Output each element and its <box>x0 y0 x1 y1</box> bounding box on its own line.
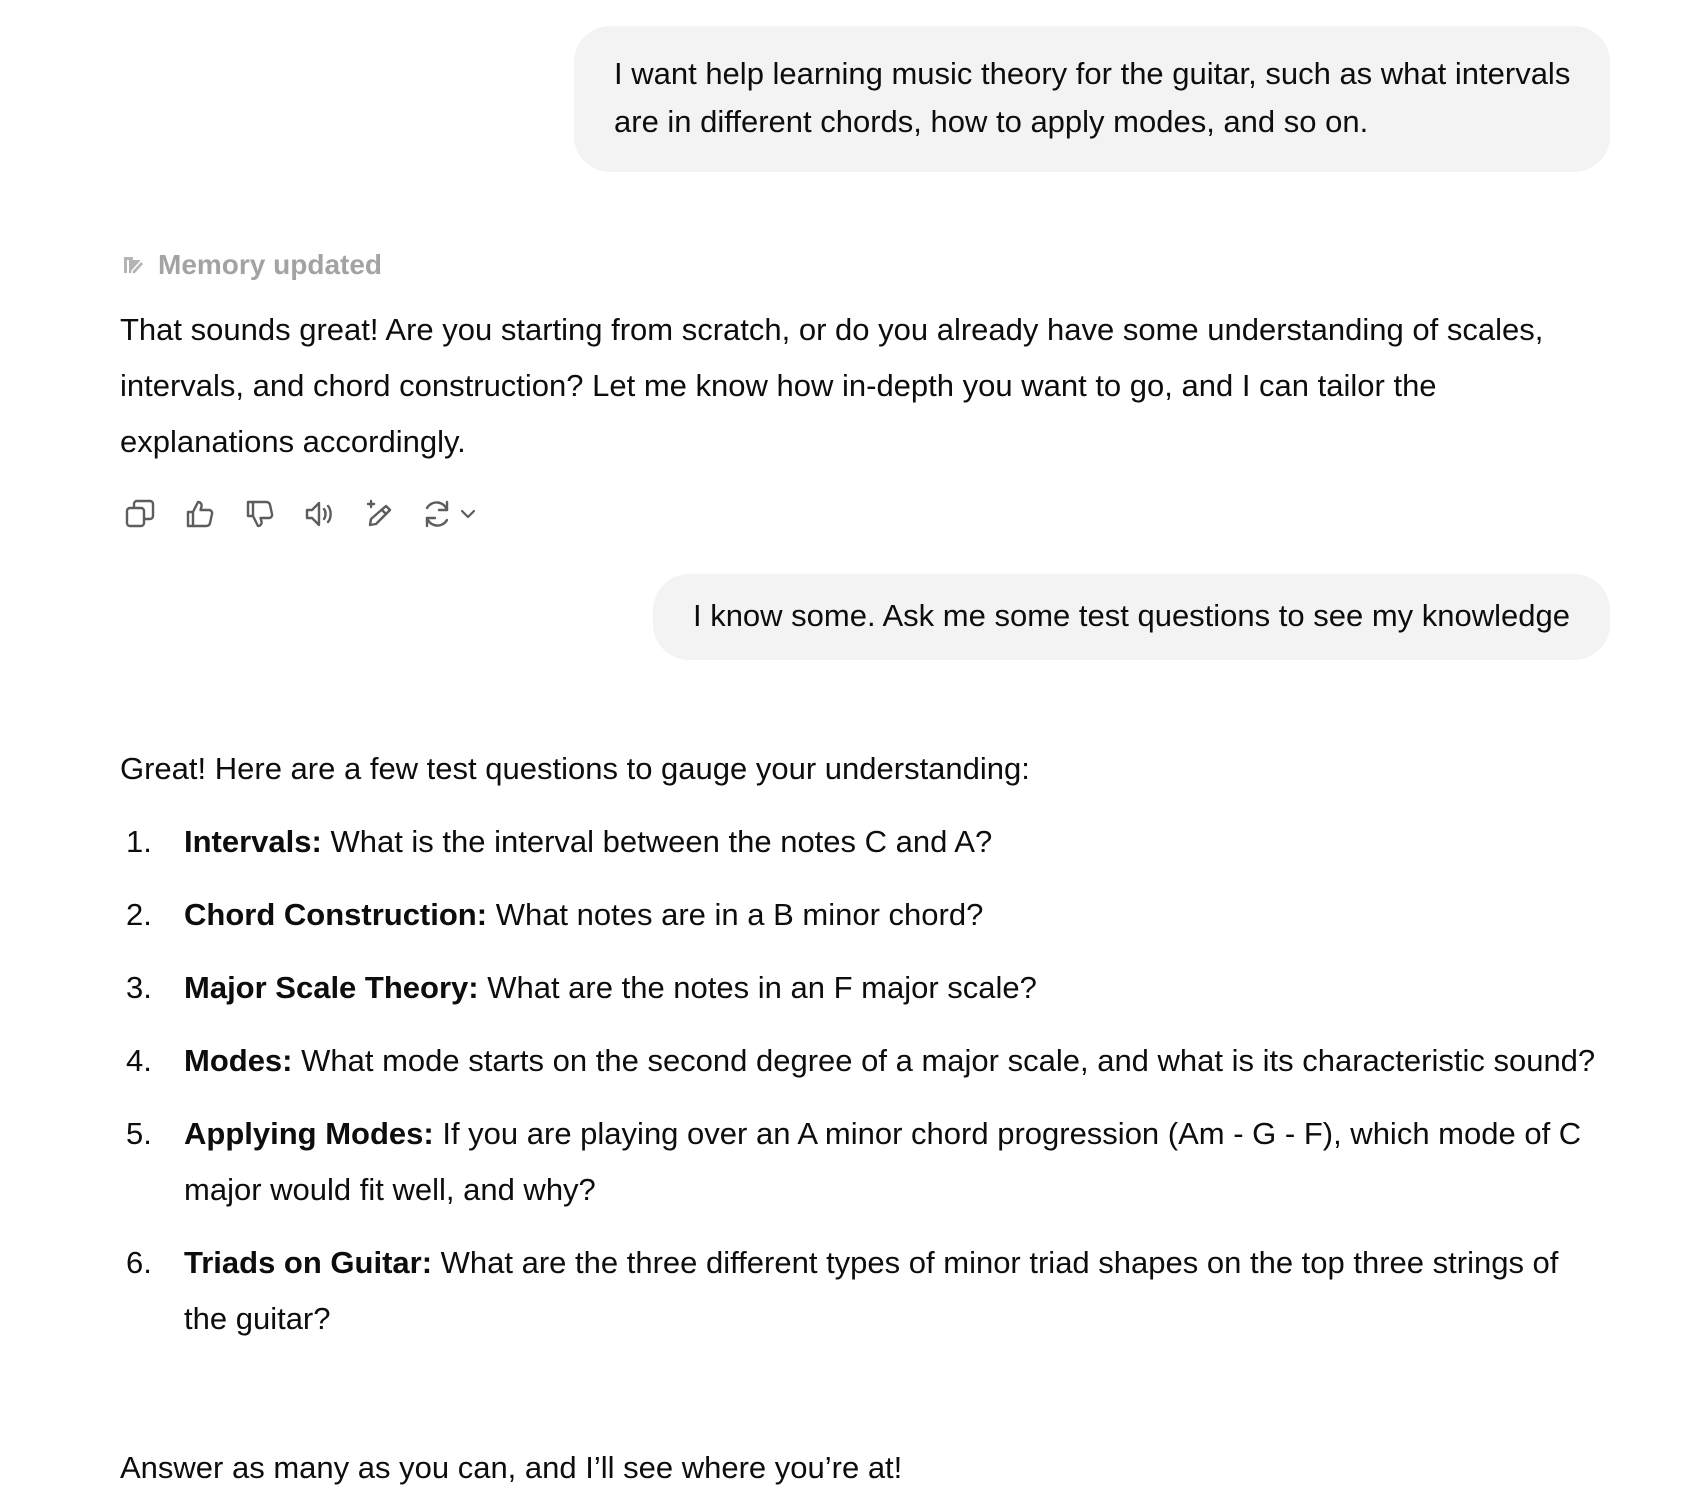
question-body: What are the three different types of minor triad shapes on the top three strings of the guitar? <box>184 1245 1559 1336</box>
question-label: Triads on Guitar: <box>184 1245 433 1280</box>
user-message-bubble: I want help learning music theory for the guitar, such as what intervals are in different chords, how to apply modes, and so on. <box>574 26 1610 172</box>
test-questions-list <box>120 814 1600 1364</box>
list-item <box>120 1033 1600 1089</box>
assistant-message-1: That sounds great! Are you starting from scratch, or do you already have some understanding of scales, intervals, and chord construction? Let me know how in-depth you want to go, and I can tailor the explanations accordingly. <box>120 312 1544 459</box>
regenerate-icon <box>420 497 454 531</box>
question-body: What notes are in a B minor chord? <box>487 897 984 932</box>
user-message-2 <box>653 574 1610 660</box>
list-item-text <box>184 1106 1600 1218</box>
edit-in-canvas-button[interactable] <box>360 494 400 534</box>
thumbs-down-icon <box>243 497 277 531</box>
question-body: What are the notes in an F major scale? <box>478 970 1037 1005</box>
good-response-button[interactable] <box>180 494 220 534</box>
question-body: What is the interval between the notes C and A? <box>321 824 993 859</box>
read-aloud-icon <box>303 497 337 531</box>
list-item <box>120 1235 1600 1347</box>
list-item <box>120 1106 1600 1218</box>
copy-icon <box>123 497 157 531</box>
question-label: Modes: <box>184 1043 293 1078</box>
list-item <box>120 814 1600 870</box>
list-item-text <box>184 887 1600 943</box>
list-item-number: 4. <box>126 1043 152 1078</box>
list-item-text <box>184 960 1600 1016</box>
question-label: Applying Modes: <box>184 1116 434 1151</box>
regenerate-button[interactable] <box>420 497 478 531</box>
list-item-text <box>184 1033 1600 1089</box>
list-item-number: 3. <box>126 970 152 1005</box>
edit-icon <box>363 497 397 531</box>
question-label: Chord Construction: <box>184 897 488 932</box>
assistant-message-2-intro: Great! Here are a few test questions to gauge your understanding: <box>120 751 1030 786</box>
question-body: If you are playing over an A minor chord progression (Am - G - F), which mode of C major would fit well, and why? <box>184 1116 1582 1207</box>
message-action-bar <box>120 494 478 534</box>
memory-updated-label: Memory updated <box>158 249 383 280</box>
user-message-1 <box>574 26 1610 172</box>
list-item-text <box>184 814 1600 870</box>
list-item-text <box>184 1235 1600 1347</box>
list-item-number: 6. <box>126 1245 152 1280</box>
list-item-number: 2. <box>126 897 152 932</box>
list-item-number: 1. <box>126 824 152 859</box>
bad-response-button[interactable] <box>240 494 280 534</box>
copy-button[interactable] <box>120 494 160 534</box>
question-label: Major Scale Theory: <box>184 970 479 1005</box>
assistant-message-2-outro: Answer as many as you can, and I’ll see where you’re at! <box>120 1450 903 1485</box>
list-item <box>120 887 1600 943</box>
memory-icon <box>120 252 146 278</box>
list-item <box>120 960 1600 1016</box>
read-aloud-button[interactable] <box>300 494 340 534</box>
question-body: What mode starts on the second degree of a major scale, and what is its characteristic sound? <box>292 1043 1596 1078</box>
list-item-number: 5. <box>126 1116 152 1151</box>
user-message-bubble: I know some. Ask me some test questions to see my knowledge <box>653 574 1610 660</box>
chevron-down-icon <box>458 504 478 524</box>
question-label: Intervals: <box>184 824 322 859</box>
memory-updated-indicator[interactable] <box>120 246 1590 284</box>
thumbs-up-icon <box>183 497 217 531</box>
